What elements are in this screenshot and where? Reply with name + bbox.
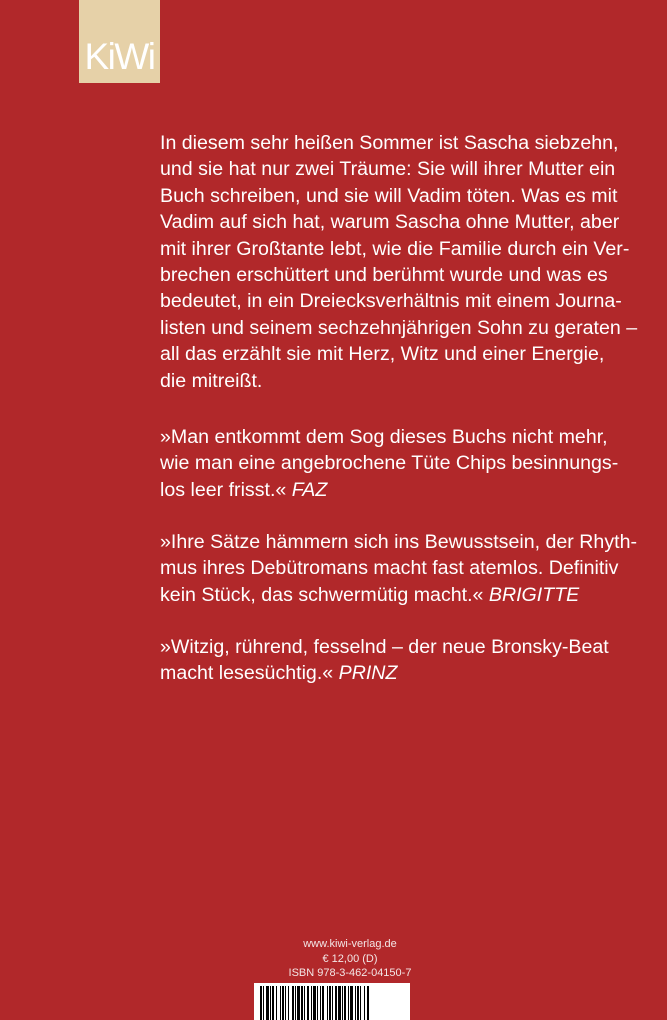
quote-text: kein Stück, das schwermütig macht.« xyxy=(160,583,489,606)
barcode-bar xyxy=(301,986,303,1020)
barcode-bar xyxy=(364,986,365,1020)
barcode-bar xyxy=(270,986,271,1020)
barcode-bar xyxy=(322,986,324,1020)
barcode-bar xyxy=(350,986,353,1020)
publication-info xyxy=(280,937,420,981)
quote-line: wie man eine angebrochene Tüte Chips besinnungs- xyxy=(160,452,619,475)
blurb-line: Vadim auf sich hat, warum Sascha ohne Mutter, aber xyxy=(160,211,620,234)
barcode-bar xyxy=(307,986,309,1020)
book-price: € 12,00 (D) xyxy=(322,952,378,965)
quote-text: macht lesesüchtig.« xyxy=(160,662,339,685)
barcode-bar xyxy=(344,986,346,1020)
barcode-graphic xyxy=(254,983,410,1020)
blurb-line: bedeutet, in ein Dreiecksverhältnis mit einem Journa- xyxy=(160,290,622,313)
press-quote-brigitte xyxy=(160,529,637,608)
blurb-line: mit ihrer Großtante lebt, wie die Familie durch ein Ver- xyxy=(160,237,630,260)
barcode-bar xyxy=(335,986,337,1020)
barcode-bar xyxy=(260,986,262,1020)
isbn-barcode xyxy=(254,983,410,1020)
blurb-line: In diesem sehr heißen Sommer ist Sascha siebzehn, xyxy=(160,132,619,154)
publisher-logo xyxy=(79,0,160,83)
barcode-bar xyxy=(272,986,274,1020)
barcode-bar xyxy=(288,986,289,1020)
barcode-bar xyxy=(297,986,300,1020)
barcode-bar xyxy=(320,986,321,1020)
quote-line: »Witzig, rührend, fesselnd – der neue Bronsky-Beat xyxy=(160,636,609,658)
barcode-bar xyxy=(332,986,333,1020)
barcode-bar xyxy=(355,986,356,1020)
book-blurb xyxy=(160,130,638,394)
barcode-bar xyxy=(295,986,296,1020)
blurb-line: Buch schreiben, und sie will Vadim töten. Was es mit xyxy=(160,184,618,207)
barcode-bar xyxy=(282,986,284,1020)
barcode-bar xyxy=(357,986,359,1020)
barcode-bar xyxy=(304,986,305,1020)
blurb-line: die mitreißt. xyxy=(160,369,263,392)
barcode-bar xyxy=(327,986,328,1020)
blurb-line: listen und seinem sechzehnjährigen Sohn zu geraten – xyxy=(160,316,638,339)
barcode-bar xyxy=(285,986,286,1020)
publisher-website: www.kiwi-verlag.de xyxy=(303,938,397,950)
quote-last-line xyxy=(160,477,620,503)
barcode-bar xyxy=(317,986,318,1020)
quote-line: »Man entkommt dem Sog dieses Buchs nicht mehr, xyxy=(160,426,608,448)
quote-source: BRIGITTE xyxy=(488,583,580,606)
barcode-bar xyxy=(313,986,316,1020)
barcode-bar xyxy=(276,986,277,1020)
blurb-line: brechen erschüttert und berühmt wurde und was es xyxy=(160,264,608,287)
barcode-bar xyxy=(292,986,294,1020)
barcode-bar xyxy=(311,986,312,1020)
press-quote-faz xyxy=(160,424,620,503)
quote-last-line xyxy=(160,660,620,686)
isbn: ISBN 978-3-462-04150-7 xyxy=(288,967,412,979)
barcode-bar xyxy=(263,986,264,1020)
barcode-bar xyxy=(348,986,349,1020)
barcode-bar xyxy=(266,986,269,1020)
quote-source: PRINZ xyxy=(338,662,398,685)
press-quote-prinz xyxy=(160,634,620,687)
quote-text: los leer frisst.« xyxy=(160,478,292,501)
quote-source: FAZ xyxy=(291,478,328,501)
barcode-bar xyxy=(338,986,341,1020)
barcode-bar xyxy=(342,986,343,1020)
publisher-logo-text: KiWi xyxy=(84,36,155,77)
quote-line: »Ihre Sätze hämmern sich ins Bewusstsein, der Rhyth- xyxy=(160,531,637,553)
barcode-bar xyxy=(367,986,369,1020)
quote-line: mus ihres Debütromans macht fast atemlos. Definitiv xyxy=(160,557,619,580)
barcode-bar xyxy=(280,986,281,1020)
barcode-bar xyxy=(329,986,331,1020)
blurb-line: all das erzählt sie mit Herz, Witz und einer Energie, xyxy=(160,343,605,366)
blurb-line: und sie hat nur zwei Träume: Sie will ihrer Mutter ein xyxy=(160,158,616,181)
quote-last-line xyxy=(160,582,620,608)
barcode-bar xyxy=(360,986,361,1020)
